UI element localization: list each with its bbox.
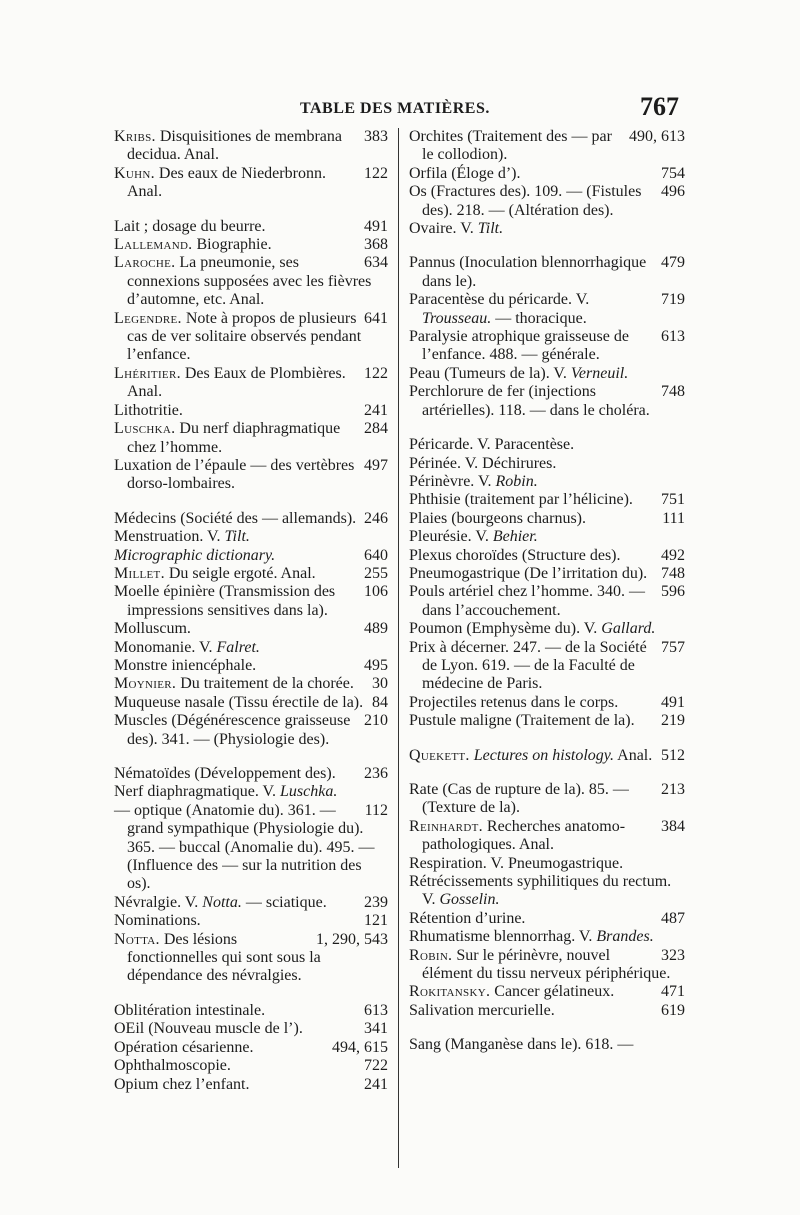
index-entry bbox=[409, 694, 685, 712]
index-entry bbox=[409, 873, 685, 910]
entry-page-ref: 30 bbox=[372, 675, 388, 693]
entry-text: Note à propos de plusieurs cas de ver solitaire observés pendant l’enfance. bbox=[127, 309, 362, 364]
entry-page-ref: 368 bbox=[364, 236, 388, 254]
entry-text: Opium chez l’enfant. bbox=[114, 1075, 250, 1093]
entry-italic: Micrographic dictionary. bbox=[114, 546, 276, 564]
entry-page-ref: 495 bbox=[364, 656, 388, 674]
index-entry bbox=[114, 128, 388, 165]
entry-page-ref: 496 bbox=[661, 183, 685, 201]
entry-text: Monomanie. V. bbox=[114, 638, 217, 656]
index-entry bbox=[114, 365, 388, 402]
entry-author: Rokitansky. bbox=[409, 983, 491, 1001]
entry-page-ref: 613 bbox=[661, 328, 685, 346]
entry-text: Poumon (Emphysème du). V. bbox=[409, 620, 602, 638]
column-divider bbox=[398, 128, 399, 1168]
entry-text: Névralgie. V. bbox=[114, 893, 203, 911]
index-entry bbox=[409, 365, 685, 383]
index-entry bbox=[114, 1076, 388, 1094]
index-entry bbox=[409, 128, 685, 165]
entry-text: Opération césarienne. bbox=[114, 1038, 254, 1056]
index-entry bbox=[114, 420, 388, 457]
entry-page-ref: 84 bbox=[372, 693, 388, 711]
index-entry bbox=[409, 712, 685, 730]
entry-text: Muscles (Dégénérescence graisseuse des). 341. — (Physiologie des). bbox=[114, 712, 351, 748]
index-entry bbox=[114, 528, 388, 546]
index-entry bbox=[409, 328, 685, 365]
entry-page-ref: 619 bbox=[661, 1001, 685, 1019]
entry-author: Luschka. bbox=[114, 420, 176, 438]
index-entry bbox=[409, 383, 685, 420]
section-gap bbox=[409, 1020, 685, 1036]
index-entry bbox=[409, 1002, 685, 1020]
index-entry bbox=[409, 620, 685, 638]
entry-text: Du nerf diaphragmatique chez l’homme. bbox=[127, 420, 341, 456]
index-entry bbox=[114, 1057, 388, 1075]
entry-author: Laroche. bbox=[114, 254, 176, 272]
entry-page-ref: 384 bbox=[661, 817, 685, 835]
entry-text: Sang (Manganèse dans le). 618. — bbox=[409, 1036, 634, 1054]
index-entry bbox=[114, 218, 388, 236]
entry-page-ref: 284 bbox=[364, 420, 388, 438]
entry-italic: Gallard. bbox=[601, 620, 656, 638]
index-entry bbox=[114, 639, 388, 657]
entry-text: La pneumonie, ses connexions supposées avec les fièvres d’automne, etc. Anal. bbox=[127, 254, 372, 309]
index-entry bbox=[409, 165, 685, 183]
index-entry bbox=[114, 620, 388, 638]
entry-text-cont: Anal. bbox=[614, 746, 653, 764]
entry-text: Salivation mercurielle. bbox=[409, 1001, 555, 1019]
entry-page-ref: 497 bbox=[364, 456, 388, 474]
entry-text: Monstre iniencéphale. bbox=[114, 656, 257, 674]
index-entry bbox=[114, 931, 388, 986]
index-entry bbox=[114, 694, 388, 712]
index-entry bbox=[114, 657, 388, 675]
entry-text: Paracentèse du péricarde. V. bbox=[409, 291, 590, 309]
entry-text: Respiration. V. Pneumogastrique. bbox=[409, 854, 624, 872]
entry-text: Paralysie atrophique graisseuse de l’enfance. 488. — générale. bbox=[409, 328, 629, 364]
entry-text: Plaies (bourgeons charnus). bbox=[409, 509, 586, 527]
entry-text: Biographie. bbox=[192, 236, 272, 254]
entry-text: Pouls artériel chez l’homme. 340. — dans l’accouchement. bbox=[409, 583, 645, 619]
entry-author: Lhéritier. bbox=[114, 364, 181, 382]
section-gap bbox=[409, 765, 685, 781]
index-entry bbox=[409, 473, 685, 491]
entry-italic: Robin. bbox=[495, 472, 538, 490]
index-entry bbox=[114, 402, 388, 420]
entry-text: Moelle épinière (Transmission des impressions sensitives dans la). bbox=[114, 583, 336, 619]
index-entry bbox=[409, 818, 685, 855]
entry-text: Nerf diaphragmatique. V. bbox=[114, 783, 281, 801]
index-entry bbox=[114, 457, 388, 494]
index-entry bbox=[114, 254, 388, 309]
entry-page-ref: 241 bbox=[364, 401, 388, 419]
entry-text: Du seigle ergoté. Anal. bbox=[164, 564, 316, 582]
entry-page-ref: 596 bbox=[661, 583, 685, 601]
entry-page-ref: 512 bbox=[661, 746, 685, 764]
entry-italic: Lectures on histology. bbox=[469, 746, 615, 764]
entry-text: Des lésions fonctionnelles qui sont sous la dépendance des névralgies. bbox=[127, 930, 321, 985]
entry-page-ref: 1, 290, 543 bbox=[316, 930, 388, 948]
running-title: TABLE DES MATIÈRES. bbox=[300, 100, 490, 117]
entry-text: Perchlorure de fer (injections artérielles). 118. — dans le choléra. bbox=[409, 383, 650, 419]
index-entry bbox=[114, 675, 388, 693]
entry-page-ref: 490, 613 bbox=[629, 128, 685, 145]
section-gap bbox=[409, 238, 685, 254]
index-entry bbox=[409, 254, 685, 291]
entry-page-ref: 122 bbox=[364, 164, 388, 182]
section-gap bbox=[114, 986, 388, 1002]
page-number: 767 bbox=[640, 92, 679, 121]
index-entry bbox=[409, 583, 685, 620]
index-entry bbox=[409, 183, 685, 220]
entry-italic: Tilt. bbox=[224, 528, 250, 546]
entry-italic: Gosselin. bbox=[439, 891, 500, 909]
entry-text: Sur le périnèvre, nouvel élément du tissu nerveux périphérique. bbox=[422, 946, 671, 983]
entry-page-ref: 471 bbox=[661, 983, 685, 1001]
entry-text: Peau (Tumeurs de la). V. bbox=[409, 364, 571, 382]
index-entry bbox=[409, 947, 685, 984]
entry-text: Nématoïdes (Développement des). bbox=[114, 765, 336, 782]
entry-page-ref: 236 bbox=[364, 765, 388, 782]
entry-page-ref: 213 bbox=[661, 781, 685, 798]
entry-italic: Falret. bbox=[216, 638, 260, 656]
entry-text: Projectiles retenus dans le corps. bbox=[409, 693, 619, 711]
entry-text: Périnèvre. V. bbox=[409, 472, 496, 490]
entry-page-ref: 613 bbox=[364, 1001, 388, 1019]
index-entry bbox=[409, 983, 685, 1001]
entry-text: Disquisitiones de membrana decidua. Anal. bbox=[127, 128, 342, 164]
index-entry bbox=[114, 310, 388, 365]
entry-page-ref: 491 bbox=[661, 693, 685, 711]
entry-page-ref: 341 bbox=[364, 1020, 388, 1038]
entry-author: Reinhardt. bbox=[409, 817, 483, 835]
entry-page-ref: 239 bbox=[364, 893, 388, 911]
index-entry bbox=[409, 220, 685, 238]
index-entry bbox=[409, 1036, 685, 1054]
entry-text: Muqueuse nasale (Tissu érectile de la). bbox=[114, 693, 364, 711]
entry-page-ref: 489 bbox=[364, 620, 388, 638]
entry-page-ref: 719 bbox=[661, 291, 685, 309]
entry-text: Molluscum. bbox=[114, 620, 191, 638]
entry-text-cont: — sciatique. bbox=[241, 893, 327, 911]
entry-author: Kribs. bbox=[114, 128, 156, 145]
index-entry bbox=[409, 910, 685, 928]
entry-author: Millet. bbox=[114, 564, 165, 582]
index-entry bbox=[409, 565, 685, 583]
entry-page-ref: 492 bbox=[661, 546, 685, 564]
entry-page-ref: 122 bbox=[364, 364, 388, 382]
entry-text: Orchites (Traitement des — par le collodion). bbox=[409, 128, 612, 164]
entry-page-ref: 487 bbox=[661, 909, 685, 927]
entry-author: Kuhn. bbox=[114, 164, 155, 182]
entry-text: Médecins (Société des — allemands). bbox=[114, 509, 357, 527]
entry-page-ref: 491 bbox=[364, 217, 388, 235]
index-entry bbox=[114, 712, 388, 749]
index-entry bbox=[114, 894, 388, 912]
section-gap bbox=[114, 749, 388, 765]
index-entry bbox=[114, 1002, 388, 1020]
entry-text: Ovaire. V. bbox=[409, 220, 478, 238]
index-entry bbox=[409, 928, 685, 946]
entry-text: Lithotritie. bbox=[114, 401, 183, 419]
index-entry bbox=[409, 855, 685, 873]
entry-text: Cancer gélatineux. bbox=[490, 983, 615, 1001]
index-entry bbox=[409, 781, 685, 818]
entry-text: Pleurésie. V. bbox=[409, 528, 493, 546]
entry-author: Moynier. bbox=[114, 675, 177, 693]
section-gap bbox=[409, 731, 685, 747]
entry-text: Pustule maligne (Traitement de la). bbox=[409, 712, 635, 730]
index-entry bbox=[409, 436, 685, 454]
index-entry bbox=[114, 565, 388, 583]
index-entry bbox=[114, 583, 388, 620]
entry-text: Oblitération intestinale. bbox=[114, 1001, 266, 1019]
entry-page-ref: 323 bbox=[661, 946, 685, 964]
index-entry bbox=[114, 802, 388, 894]
index-entry bbox=[114, 783, 388, 801]
entry-italic: Tilt. bbox=[477, 220, 504, 238]
entry-page-ref: 748 bbox=[661, 564, 685, 582]
entry-page-ref: 640 bbox=[364, 546, 388, 564]
entry-text-cont: — thoracique. bbox=[491, 309, 587, 327]
section-gap bbox=[114, 202, 388, 218]
index-entry bbox=[114, 1020, 388, 1038]
entry-text: Rétention d’urine. bbox=[409, 909, 526, 927]
entry-text: Phthisie (traitement par l’hélicine). bbox=[409, 491, 633, 509]
index-entry bbox=[409, 455, 685, 473]
entry-italic: Behier. bbox=[492, 528, 538, 546]
entry-text: Plexus choroïdes (Structure des). bbox=[409, 546, 621, 564]
entry-text: Rétrécissements syphilitiques du rectum. V. bbox=[409, 873, 672, 909]
entry-text: Du traitement de la chorée. bbox=[176, 675, 354, 693]
entry-page-ref: 757 bbox=[661, 638, 685, 656]
entry-italic: Notta. bbox=[202, 893, 242, 911]
entry-text: Des Eaux de Plombières. Anal. bbox=[127, 364, 346, 401]
entry-page-ref: 751 bbox=[661, 491, 685, 509]
entry-text: Menstruation. V. bbox=[114, 528, 225, 546]
entry-text: Pannus (Inoculation blennorrhagique dans le). bbox=[409, 254, 647, 290]
section-gap bbox=[409, 420, 685, 436]
entry-page-ref: 641 bbox=[364, 309, 388, 327]
index-entry bbox=[114, 1039, 388, 1057]
index-entry bbox=[409, 291, 685, 328]
entry-italic: Verneuil. bbox=[570, 364, 629, 382]
entry-text: Pneumogastrique (De l’irritation du). bbox=[409, 564, 648, 582]
index-entry bbox=[114, 165, 388, 202]
index-entry bbox=[114, 547, 388, 565]
entry-page-ref: 722 bbox=[364, 1057, 388, 1075]
index-column-left bbox=[114, 128, 388, 1094]
index-entry bbox=[409, 528, 685, 546]
entry-author: Notta. bbox=[114, 930, 160, 948]
entry-page-ref: 634 bbox=[364, 254, 388, 272]
section-gap bbox=[114, 494, 388, 510]
index-column-right bbox=[409, 128, 685, 1055]
entry-text: Périnée. V. Déchirures. bbox=[409, 454, 557, 472]
entry-text: Prix à décerner. 247. — de la Société de Lyon. 619. — de la Faculté de médecine de Paris. bbox=[409, 638, 647, 693]
index-entry bbox=[114, 236, 388, 254]
entry-text: Rate (Cas de rupture de la). 85. — (Texture de la). bbox=[409, 781, 629, 817]
index-entry bbox=[409, 547, 685, 565]
entry-page-ref: 121 bbox=[364, 912, 388, 930]
index-entry bbox=[409, 639, 685, 694]
entry-page-ref: 246 bbox=[364, 509, 388, 527]
entry-page-ref: 241 bbox=[364, 1075, 388, 1093]
entry-text: Péricarde. V. Paracentèse. bbox=[409, 436, 575, 454]
entry-author: Robin. bbox=[409, 946, 453, 964]
entry-author: Quekett. bbox=[409, 746, 470, 764]
entry-italic: Trousseau. bbox=[422, 309, 492, 327]
entry-author: Lallemand. bbox=[114, 236, 193, 254]
entry-text: — optique (Anatomie du). 361. — grand sympathique (Physiologie du). 365. — buccal (Anomalie du). 495. — (Influence des — sur la nutrition des os). bbox=[114, 801, 375, 893]
entry-page-ref: 111 bbox=[662, 509, 685, 527]
entry-text: Rhumatisme blennorrhag. V. bbox=[409, 928, 597, 946]
entry-text: Ophthalmoscopie. bbox=[114, 1057, 231, 1075]
entry-italic: Brandes. bbox=[596, 928, 654, 946]
entry-text: Nominations. bbox=[114, 912, 201, 930]
entry-page-ref: 106 bbox=[364, 583, 388, 601]
index-entry bbox=[114, 912, 388, 930]
entry-text: Lait ; dosage du beurre. bbox=[114, 217, 266, 235]
entry-page-ref: 219 bbox=[661, 712, 685, 730]
index-entry bbox=[409, 747, 685, 765]
entry-text: OEil (Nouveau muscle de l’). bbox=[114, 1020, 303, 1038]
entry-page-ref: 748 bbox=[661, 383, 685, 401]
entry-text: Des eaux de Niederbronn. Anal. bbox=[127, 164, 326, 201]
index-entry bbox=[114, 510, 388, 528]
entry-text: Luxation de l’épaule — des vertèbres dorso-lombaires. bbox=[114, 456, 355, 493]
index-entry bbox=[409, 491, 685, 509]
entry-page-ref: 255 bbox=[364, 564, 388, 582]
index-entry bbox=[114, 765, 388, 783]
entry-author: Legendre. bbox=[114, 309, 182, 327]
entry-page-ref: 754 bbox=[661, 164, 685, 182]
entry-text: Os (Fractures des). 109. — (Fistules des). 218. — (Altération des). bbox=[409, 183, 642, 219]
entry-page-ref: 479 bbox=[661, 254, 685, 272]
entry-text: Orfila (Éloge d’). bbox=[409, 164, 521, 182]
entry-italic: Luschka. bbox=[280, 783, 338, 801]
entry-page-ref: 494, 615 bbox=[332, 1038, 388, 1056]
entry-page-ref: 383 bbox=[364, 128, 388, 145]
entry-page-ref: 210 bbox=[364, 712, 388, 730]
entry-page-ref: 112 bbox=[364, 801, 388, 819]
entry-text: Recherches anatomo-pathologiques. Anal. bbox=[422, 817, 626, 854]
index-entry bbox=[409, 510, 685, 528]
